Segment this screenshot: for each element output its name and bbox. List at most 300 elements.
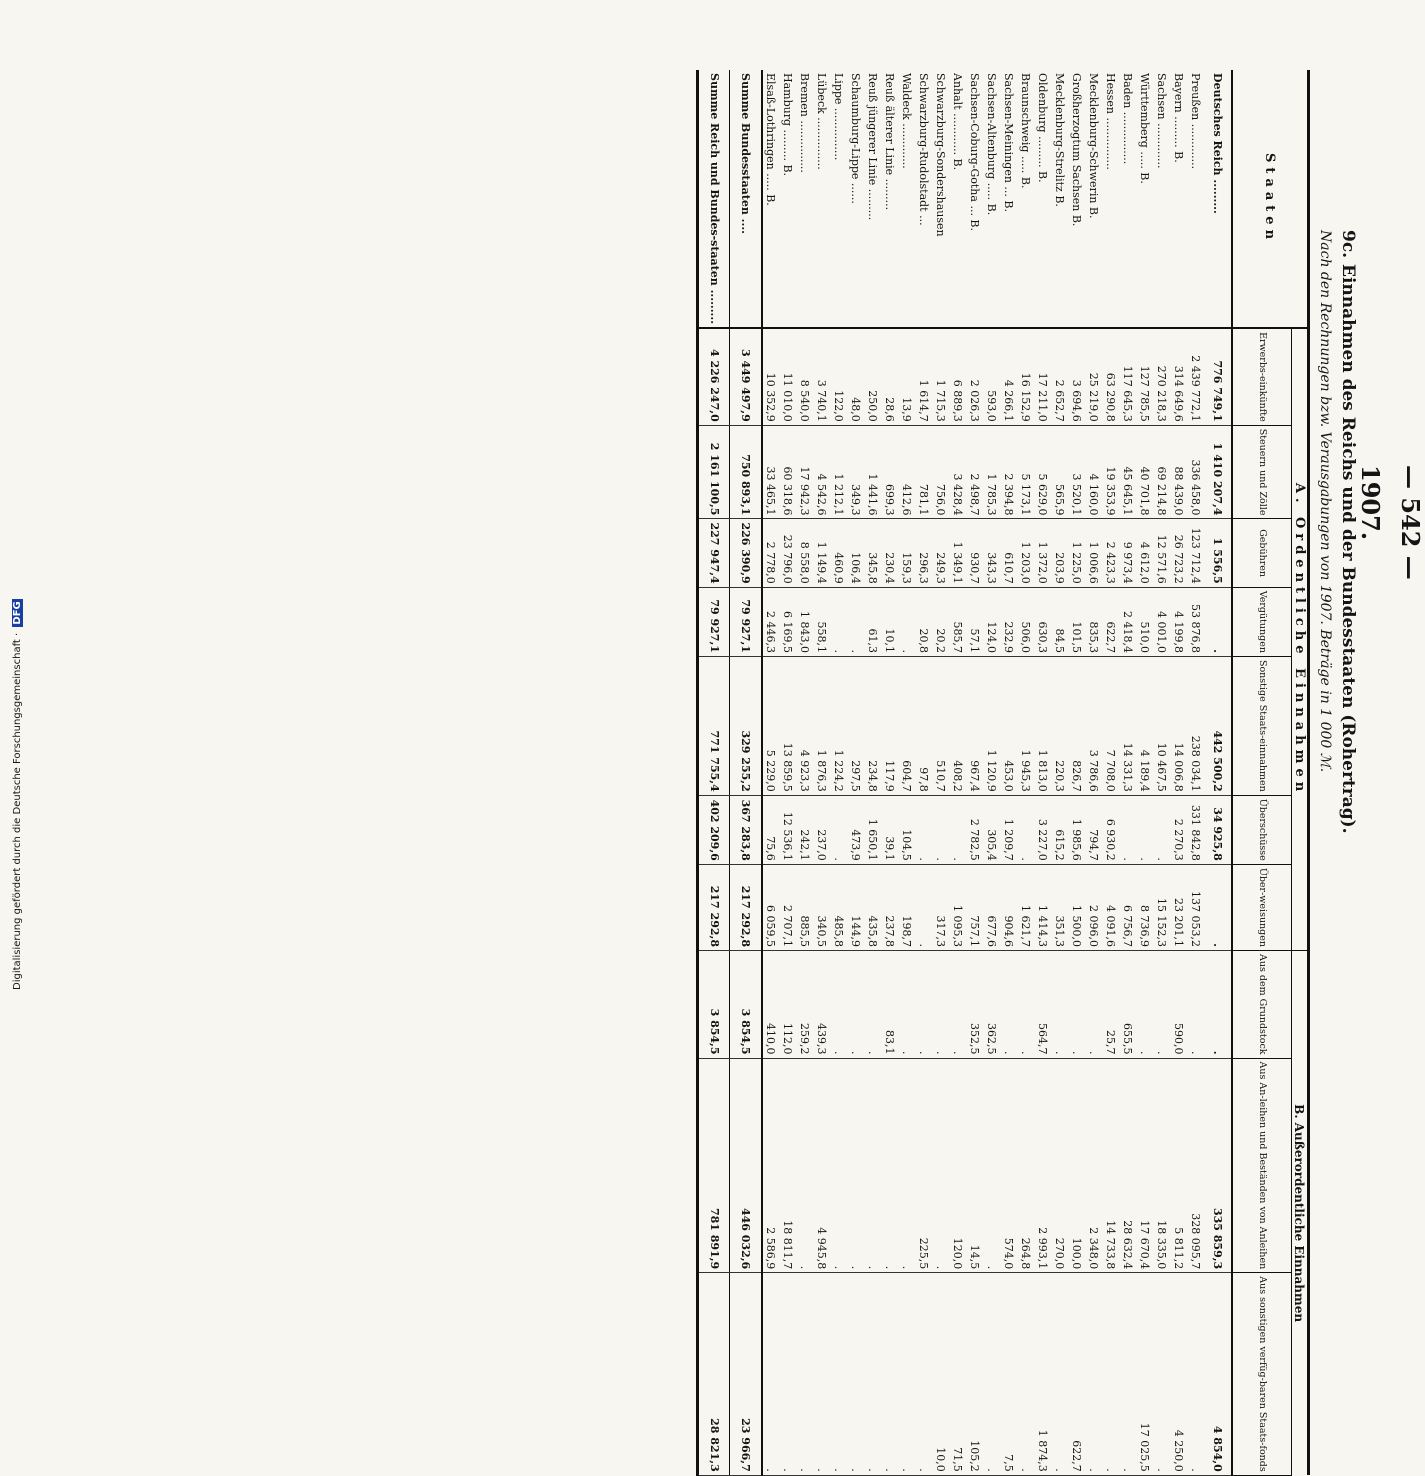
table-row: [1085, 70, 1102, 1475]
value-cell: 1 874,3: [1034, 1273, 1051, 1476]
value-cell: 655,5: [1119, 951, 1136, 1059]
state-name: Großherzogtum Sachsen B.: [1068, 70, 1085, 328]
value-cell: 217 292,8: [730, 864, 762, 950]
group-b-header: B. Außerordentliche Einnahmen: [1292, 951, 1309, 1476]
value-cell: 1 556,5: [1204, 519, 1232, 587]
value-cell: 2 026,3: [966, 328, 983, 425]
value-cell: 13 859,5: [779, 656, 796, 795]
value-cell: 12 571,6: [1153, 519, 1170, 587]
value-cell: 412,6: [898, 425, 915, 519]
value-cell: 453,0: [1000, 656, 1017, 795]
value-cell: .: [1051, 1273, 1068, 1476]
year-heading: 1907.: [1356, 465, 1385, 541]
table-row: [1051, 70, 1068, 1475]
table-row: [898, 70, 915, 1475]
value-cell: .: [813, 1273, 830, 1476]
value-cell: 15 152,3: [1153, 864, 1170, 950]
value-cell: 23 966,7: [730, 1273, 762, 1476]
value-cell: 5 629,0: [1034, 425, 1051, 519]
value-cell: 6 169,5: [779, 587, 796, 656]
table-row: [983, 70, 1000, 1475]
value-cell: .: [1017, 795, 1034, 864]
value-cell: .: [1068, 951, 1085, 1059]
table-row: [932, 70, 949, 1475]
value-cell: 234,8: [864, 656, 881, 795]
value-cell: 362,5: [983, 951, 1000, 1059]
value-cell: .: [983, 1058, 1000, 1273]
state-name: Anhalt ............ B.: [949, 70, 966, 328]
state-name: Oldenburg ......... B.: [1034, 70, 1051, 328]
value-cell: 9 973,4: [1119, 519, 1136, 587]
value-cell: 904,6: [1000, 864, 1017, 950]
value-cell: 26 723,2: [1170, 519, 1187, 587]
value-cell: 123 712,4: [1187, 519, 1204, 587]
value-cell: 238 034,1: [1187, 656, 1204, 795]
value-cell: 4 542,6: [813, 425, 830, 519]
value-cell: 8 736,9: [1136, 864, 1153, 950]
value-cell: 1 785,3: [983, 425, 1000, 519]
table-row: [830, 70, 847, 1475]
value-cell: 756,0: [932, 425, 949, 519]
value-cell: .: [830, 951, 847, 1059]
value-cell: 3 854,5: [730, 951, 762, 1059]
value-cell: 5 173,1: [1017, 425, 1034, 519]
value-cell: .: [949, 951, 966, 1059]
value-cell: .: [915, 864, 932, 950]
value-cell: 1 843,0: [796, 587, 813, 656]
value-cell: 106,4: [847, 519, 864, 587]
footer-credit: Digitalisierung gefördert durch die Deutsche Forschungsgemeinschaft · DFG: [12, 601, 23, 990]
value-cell: 3 449 497,9: [730, 328, 762, 425]
table-row: [1136, 70, 1153, 1475]
value-cell: 4 001,0: [1153, 587, 1170, 656]
value-cell: 230,4: [881, 519, 898, 587]
value-cell: .: [1153, 795, 1170, 864]
table-row: [779, 70, 796, 1475]
value-cell: 17 670,4: [1136, 1058, 1153, 1273]
value-cell: 198,7: [898, 864, 915, 950]
value-cell: .: [1204, 951, 1232, 1059]
value-cell: 1 500,0: [1068, 864, 1085, 950]
value-cell: 14,5: [966, 1058, 983, 1273]
table-row: [881, 70, 898, 1475]
value-cell: 4 189,4: [1136, 656, 1153, 795]
value-cell: 10 467,5: [1153, 656, 1170, 795]
value-cell: 794,7: [1085, 795, 1102, 864]
value-cell: 305,4: [983, 795, 1000, 864]
value-cell: 336 458,0: [1187, 425, 1204, 519]
value-cell: 781,1: [915, 425, 932, 519]
value-cell: 1 149,4: [813, 519, 830, 587]
value-cell: 328 095,7: [1187, 1058, 1204, 1273]
value-cell: 270 218,3: [1153, 328, 1170, 425]
value-cell: 2 270,3: [1170, 795, 1187, 864]
value-cell: 1 095,3: [949, 864, 966, 950]
value-cell: 17 211,0: [1034, 328, 1051, 425]
value-cell: 1 414,3: [1034, 864, 1051, 950]
value-cell: 446 032,6: [730, 1058, 762, 1273]
value-cell: 127 785,5: [1136, 328, 1153, 425]
value-cell: .: [1204, 587, 1232, 656]
state-name: Mecklenburg-Strelitz B.: [1051, 70, 1068, 328]
value-cell: 203,9: [1051, 519, 1068, 587]
value-cell: .: [881, 1058, 898, 1273]
value-cell: 28 821,3: [698, 1273, 730, 1476]
value-cell: 485,8: [830, 864, 847, 950]
value-cell: 622,7: [1068, 1273, 1085, 1476]
value-cell: 610,7: [1000, 519, 1017, 587]
value-cell: 84,5: [1051, 587, 1068, 656]
value-cell: .: [881, 1273, 898, 1476]
value-cell: .: [1153, 1273, 1170, 1476]
value-cell: 510,0: [1136, 587, 1153, 656]
value-cell: 57,1: [966, 587, 983, 656]
value-cell: 144,9: [847, 864, 864, 950]
value-cell: .: [796, 1058, 813, 1273]
value-cell: 237,0: [813, 795, 830, 864]
column-header: Aus dem Grundstock: [1232, 951, 1292, 1059]
value-cell: 2 161 100,5: [698, 425, 730, 519]
value-cell: 439,3: [813, 951, 830, 1059]
value-cell: 28 632,4: [1119, 1058, 1136, 1273]
table-row: [915, 70, 932, 1475]
value-cell: 8 558,0: [796, 519, 813, 587]
value-cell: 7 708,0: [1102, 656, 1119, 795]
value-cell: 402 209,6: [698, 795, 730, 864]
table-row: [949, 70, 966, 1475]
state-name: Sachsen .............: [1153, 70, 1170, 328]
value-cell: 565,9: [1051, 425, 1068, 519]
value-cell: .: [949, 795, 966, 864]
value-cell: 25,7: [1102, 951, 1119, 1059]
value-cell: 930,7: [966, 519, 983, 587]
state-name: Bayern ......... B.: [1170, 70, 1187, 328]
value-cell: 343,3: [983, 519, 1000, 587]
value-cell: 225,5: [915, 1058, 932, 1273]
value-cell: 88 439,0: [1170, 425, 1187, 519]
value-cell: 604,7: [898, 656, 915, 795]
value-cell: 1 813,0: [1034, 656, 1051, 795]
value-cell: 33 465,1: [762, 425, 779, 519]
value-cell: .: [1102, 1273, 1119, 1476]
value-cell: .: [847, 587, 864, 656]
table-row: [1187, 70, 1204, 1475]
value-cell: 6 889,3: [949, 328, 966, 425]
column-header: Steuern und Zölle: [1232, 425, 1292, 519]
value-cell: 349,3: [847, 425, 864, 519]
value-cell: 630,3: [1034, 587, 1051, 656]
state-name: Reuß jüngerer Linie .........: [864, 70, 881, 328]
value-cell: 18 811,7: [779, 1058, 796, 1273]
value-cell: .: [847, 951, 864, 1059]
value-cell: .: [1085, 1273, 1102, 1476]
value-cell: .: [1204, 864, 1232, 950]
value-cell: 615,2: [1051, 795, 1068, 864]
value-cell: 14 733,8: [1102, 1058, 1119, 1273]
value-cell: 217 292,8: [698, 864, 730, 950]
value-cell: 20,2: [932, 587, 949, 656]
column-header: Über-weisungen: [1232, 864, 1292, 950]
value-cell: 2 586,9: [762, 1058, 779, 1273]
value-cell: 558,1: [813, 587, 830, 656]
value-cell: 12 536,1: [779, 795, 796, 864]
revenue-table: [697, 70, 1311, 1476]
group-a-header: A. Ordentliche Einnahmen: [1292, 328, 1309, 950]
value-cell: 329 255,2: [730, 656, 762, 795]
value-cell: 4 854,0: [1204, 1273, 1232, 1476]
column-header: Erwerbs-einkünfte: [1232, 328, 1292, 425]
value-cell: .: [932, 1058, 949, 1273]
value-cell: 771 755,4: [698, 656, 730, 795]
value-cell: 506,0: [1017, 587, 1034, 656]
value-cell: 97,8: [915, 656, 932, 795]
value-cell: 473,9: [847, 795, 864, 864]
table-row: [762, 70, 779, 1475]
table-row: [966, 70, 983, 1475]
value-cell: 1 614,7: [915, 328, 932, 425]
value-cell: 104,5: [898, 795, 915, 864]
value-cell: .: [864, 1058, 881, 1273]
table-row: [1034, 70, 1051, 1475]
value-cell: 2 778,0: [762, 519, 779, 587]
value-cell: 776 749,1: [1204, 328, 1232, 425]
value-cell: 1 349,1: [949, 519, 966, 587]
page-content: [255, 70, 1425, 1472]
value-cell: 1 224,2: [830, 656, 847, 795]
state-name: Summe Reich und Bundes-staaten .........: [698, 70, 730, 328]
value-cell: 345,8: [864, 519, 881, 587]
value-cell: 259,2: [796, 951, 813, 1059]
value-cell: .: [847, 1058, 864, 1273]
value-cell: 264,8: [1017, 1058, 1034, 1273]
value-cell: 1 120,9: [983, 656, 1000, 795]
value-cell: .: [932, 951, 949, 1059]
value-cell: 3 428,4: [949, 425, 966, 519]
value-cell: 314 649,6: [1170, 328, 1187, 425]
rotated-page: [255, 70, 1425, 1472]
value-cell: 1 715,3: [932, 328, 949, 425]
value-cell: 1 650,1: [864, 795, 881, 864]
table-row: [1000, 70, 1017, 1475]
value-cell: 593,0: [983, 328, 1000, 425]
table-row: [1068, 70, 1085, 1475]
value-cell: 590,0: [1170, 951, 1187, 1059]
value-cell: 835,3: [1085, 587, 1102, 656]
value-cell: 435,8: [864, 864, 881, 950]
value-cell: 340,5: [813, 864, 830, 950]
footer-text: Digitalisierung gefördert durch die Deutsche Forschungsgemeinschaft: [12, 639, 23, 990]
table-row: [1017, 70, 1034, 1475]
sum-states-row: [730, 70, 762, 1475]
column-header: Aus sonstigen verfüg-baren Staats-fonds: [1232, 1273, 1292, 1476]
value-cell: 1 212,1: [830, 425, 847, 519]
value-cell: .: [932, 795, 949, 864]
value-cell: .: [1017, 951, 1034, 1059]
state-name: Elsaß-Lothringen ..... B.: [762, 70, 779, 328]
value-cell: .: [1187, 951, 1204, 1059]
value-cell: .: [1119, 795, 1136, 864]
value-cell: 101,5: [1068, 587, 1085, 656]
value-cell: 7,5: [1000, 1273, 1017, 1476]
value-cell: .: [1085, 951, 1102, 1059]
value-cell: 2 423,3: [1102, 519, 1119, 587]
value-cell: 4 160,0: [1085, 425, 1102, 519]
value-cell: 11 010,0: [779, 328, 796, 425]
value-cell: 2 439 772,1: [1187, 328, 1204, 425]
value-cell: 4 199,8: [1170, 587, 1187, 656]
value-cell: 18 335,0: [1153, 1058, 1170, 1273]
value-cell: 5 229,0: [762, 656, 779, 795]
value-cell: 226 390,9: [730, 519, 762, 587]
value-cell: 1 225,0: [1068, 519, 1085, 587]
value-cell: 2 652,7: [1051, 328, 1068, 425]
value-cell: .: [898, 951, 915, 1059]
value-cell: 39,1: [881, 795, 898, 864]
value-cell: .: [1136, 951, 1153, 1059]
value-cell: 100,0: [1068, 1058, 1085, 1273]
table-body: [698, 70, 1232, 1475]
state-name: Württemberg ..... B.: [1136, 70, 1153, 328]
value-cell: .: [983, 1273, 1000, 1476]
value-cell: .: [864, 951, 881, 1059]
value-cell: 3 520,1: [1068, 425, 1085, 519]
value-cell: 4 250,0: [1170, 1273, 1187, 1476]
page-number: — 542 —: [1396, 465, 1425, 580]
value-cell: 1 441,6: [864, 425, 881, 519]
value-cell: 410,0: [762, 951, 779, 1059]
value-cell: 250,0: [864, 328, 881, 425]
value-cell: 1 876,3: [813, 656, 830, 795]
value-cell: 14 006,8: [1170, 656, 1187, 795]
value-cell: 220,3: [1051, 656, 1068, 795]
value-cell: 122,0: [830, 328, 847, 425]
value-cell: 3 854,5: [698, 951, 730, 1059]
value-cell: 124,0: [983, 587, 1000, 656]
state-name: Schaumburg-Lippe ......: [847, 70, 864, 328]
value-cell: 17 025,5: [1136, 1273, 1153, 1476]
value-cell: .: [898, 1058, 915, 1273]
value-cell: 63 290,8: [1102, 328, 1119, 425]
value-cell: 2 993,1: [1034, 1058, 1051, 1273]
table-row: [1102, 70, 1119, 1475]
value-cell: 4 226 247,0: [698, 328, 730, 425]
state-name: Hamburg ......... B.: [779, 70, 796, 328]
value-cell: 60 318,6: [779, 425, 796, 519]
value-cell: 967,4: [966, 656, 983, 795]
state-name: Hessen ...............: [1102, 70, 1119, 328]
state-name: Baden ...............: [1119, 70, 1136, 328]
state-name: Schwarzburg-Sondershausen: [932, 70, 949, 328]
value-cell: 408,2: [949, 656, 966, 795]
value-cell: 3 740,1: [813, 328, 830, 425]
value-cell: .: [779, 1273, 796, 1476]
value-cell: 25 219,0: [1085, 328, 1102, 425]
value-cell: 10,0: [932, 1273, 949, 1476]
value-cell: 585,7: [949, 587, 966, 656]
table-row: [847, 70, 864, 1475]
column-header: Sonstige Staats-einnahmen: [1232, 656, 1292, 795]
value-cell: 5 811,2: [1170, 1058, 1187, 1273]
value-cell: 750 893,1: [730, 425, 762, 519]
value-cell: 237,8: [881, 864, 898, 950]
column-header: Gebühren: [1232, 519, 1292, 587]
value-cell: 460,9: [830, 519, 847, 587]
value-cell: .: [1153, 951, 1170, 1059]
value-cell: 1 372,0: [1034, 519, 1051, 587]
value-cell: 4 612,0: [1136, 519, 1153, 587]
value-cell: 3 786,6: [1085, 656, 1102, 795]
state-name: Summe Bundesstaaten ....: [730, 70, 762, 328]
value-cell: 1 410 207,4: [1204, 425, 1232, 519]
state-name: Lübeck ...............: [813, 70, 830, 328]
value-cell: 510,7: [932, 656, 949, 795]
value-cell: 6 930,2: [1102, 795, 1119, 864]
value-cell: 45 645,1: [1119, 425, 1136, 519]
column-header: Vergütungen: [1232, 587, 1292, 656]
value-cell: 117,9: [881, 656, 898, 795]
value-cell: 1 006,6: [1085, 519, 1102, 587]
table-row: [1204, 70, 1232, 1475]
value-cell: 1 621,7: [1017, 864, 1034, 950]
value-cell: 270,0: [1051, 1058, 1068, 1273]
value-cell: 442 500,2: [1204, 656, 1232, 795]
value-cell: 13,9: [898, 328, 915, 425]
table-row: [1119, 70, 1136, 1475]
value-cell: .: [898, 1273, 915, 1476]
value-cell: 69 214,8: [1153, 425, 1170, 519]
value-cell: 2 096,0: [1085, 864, 1102, 950]
value-cell: 4 091,6: [1102, 864, 1119, 950]
value-cell: 20,8: [915, 587, 932, 656]
page-title: 9c. Einnahmen des Reichs und der Bundesstaaten (Rohertrag).: [1338, 230, 1358, 834]
value-cell: 1 209,7: [1000, 795, 1017, 864]
state-name: Lippe ...............: [830, 70, 847, 328]
state-name: Deutsches Reich .........: [1204, 70, 1232, 328]
value-cell: .: [1136, 795, 1153, 864]
value-cell: 1 203,0: [1017, 519, 1034, 587]
column-header: Überschüsse: [1232, 795, 1292, 864]
value-cell: 4 266,1: [1000, 328, 1017, 425]
value-cell: 677,6: [983, 864, 1000, 950]
dfg-logo: DFG: [12, 601, 23, 625]
value-cell: .: [915, 1273, 932, 1476]
value-cell: .: [864, 1273, 881, 1476]
value-cell: 622,7: [1102, 587, 1119, 656]
page-subtitle: Nach den Rechnungen bzw. Verausgabungen von 1907. Beträge in 1 000 ℳ.: [1317, 230, 1333, 773]
value-cell: 48,0: [847, 328, 864, 425]
value-cell: 331 842,8: [1187, 795, 1204, 864]
state-name: Sachsen-Coburg-Gotha ... B.: [966, 70, 983, 328]
value-cell: 352,5: [966, 951, 983, 1059]
value-cell: .: [830, 1058, 847, 1273]
value-cell: 83,1: [881, 951, 898, 1059]
value-cell: 10,1: [881, 587, 898, 656]
state-name: Schwarzburg-Rudolstadt ...: [915, 70, 932, 328]
value-cell: 40 701,8: [1136, 425, 1153, 519]
value-cell: 61,3: [864, 587, 881, 656]
value-cell: 757,1: [966, 864, 983, 950]
value-cell: 105,2: [966, 1273, 983, 1476]
column-header: Aus An-leihen und Beständen von Anleihen: [1232, 1058, 1292, 1273]
value-cell: 317,3: [932, 864, 949, 950]
value-cell: .: [847, 1273, 864, 1476]
state-name: Preußen .............: [1187, 70, 1204, 328]
value-cell: 351,3: [1051, 864, 1068, 950]
state-name: Mecklenburg-Schwerin B.: [1085, 70, 1102, 328]
value-cell: 297,5: [847, 656, 864, 795]
value-cell: .: [1017, 1273, 1034, 1476]
footer-strip: [0, 0, 22, 1000]
